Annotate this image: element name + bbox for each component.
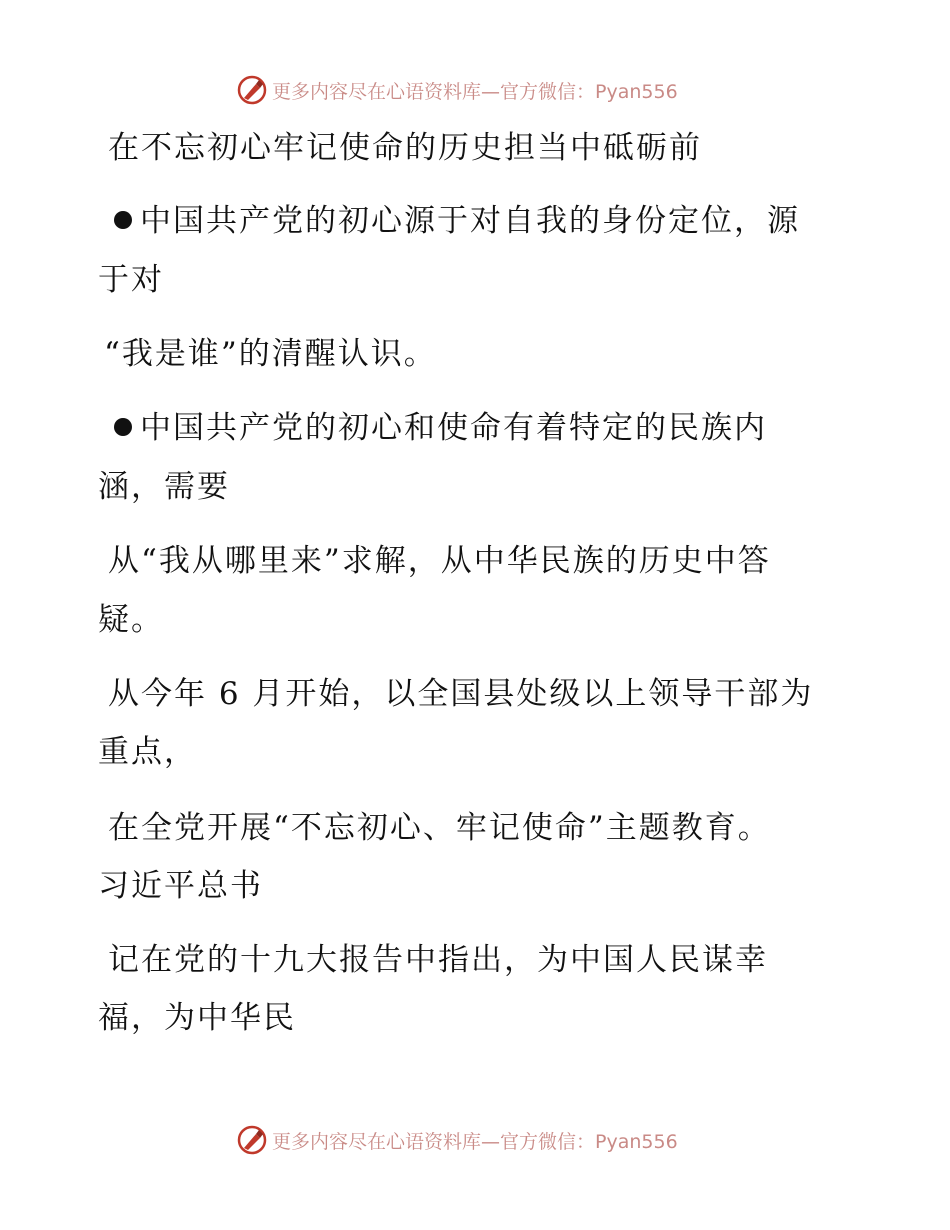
paragraph-1-line-1-text: 中国共产党的初心源于对自我的身份定位，源 xyxy=(140,203,800,239)
pen-logo-icon xyxy=(236,74,268,106)
paragraph-1-line-3: “我是谁”的清醒认识。 xyxy=(104,336,437,372)
paragraph-3-line-5: 记在党的十九大报告中指出，为中国人民谋幸 xyxy=(108,942,768,978)
header-banner-text: 更多内容尽在心语资料库—官方微信：Pyan556 xyxy=(272,80,678,103)
paragraph-2-line-4: 疑。 xyxy=(98,602,164,638)
paragraph-3-line-3: 在全党开展“不忘初心、牢记使命”主题教育。 xyxy=(108,810,771,846)
footer-banner xyxy=(236,1123,678,1157)
paragraph-3-line-6: 福，为中华民 xyxy=(98,1000,296,1036)
bullet-icon xyxy=(114,418,132,436)
paragraph-2-line-1-text: 中国共产党的初心和使命有着特定的民族内 xyxy=(140,410,767,446)
paragraph-1-line-2: 于对 xyxy=(98,262,164,298)
paragraph-3-line-1: 从今年 6 月开始，以全国县处级以上领导干部为 xyxy=(108,676,814,712)
document-title: 在不忘初心牢记使命的历史担当中砥砺前 xyxy=(108,130,702,166)
footer-banner-text: 更多内容尽在心语资料库—官方微信：Pyan556 xyxy=(272,1130,678,1153)
header-banner xyxy=(236,73,678,107)
paragraph-2-line-3: 从“我从哪里来”求解，从中华民族的历史中答 xyxy=(108,543,771,579)
paragraph-2-line-2: 涵，需要 xyxy=(98,469,230,505)
paragraph-3-line-2: 重点， xyxy=(98,734,197,770)
paragraph-2-line-1 xyxy=(114,408,767,448)
paragraph-1-line-1 xyxy=(114,201,800,241)
pen-logo-icon xyxy=(236,1124,268,1156)
bullet-icon xyxy=(114,211,132,229)
paragraph-3-line-4: 习近平总书 xyxy=(98,868,263,904)
